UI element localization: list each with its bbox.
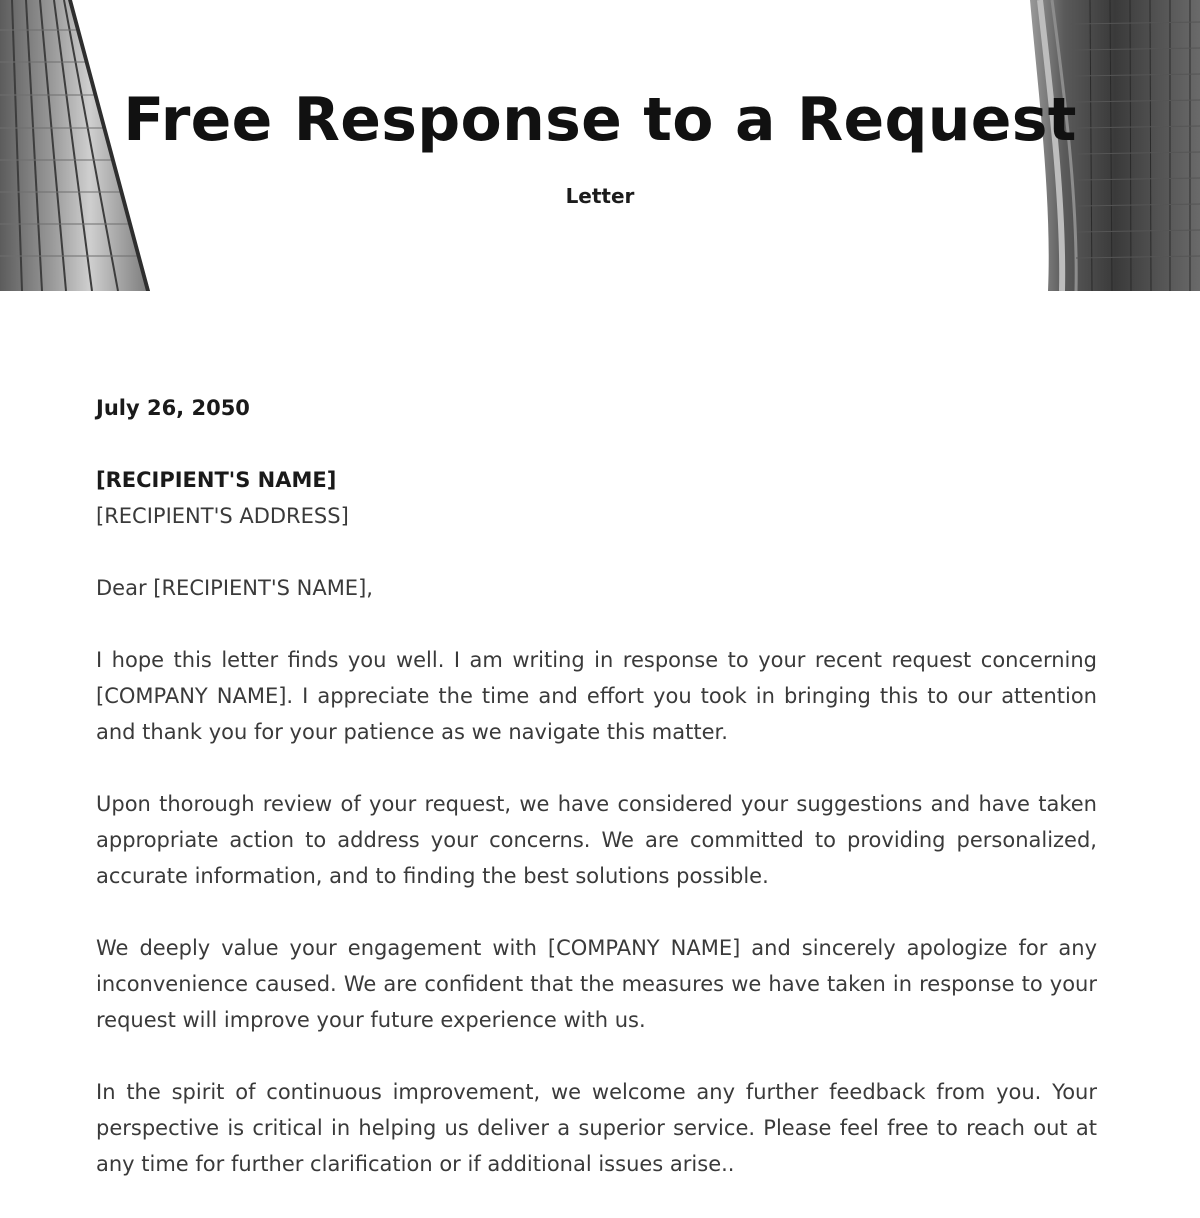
paragraph-1: I hope this letter finds you well. I am writing in response to your recent request concerning [COMPANY NAME]. I appreciate the time and effort you took in bringing this to our attention and thank you for your patience as we navigate this matter. [96,648,1097,744]
recipient-name: [RECIPIENT'S NAME] [96,468,337,492]
letter-date: July 26, 2050 [96,396,250,420]
paragraph-4: In the spirit of continuous improvement, we welcome any further feedback from you. Your perspective is critical in helping us deliver a superior service. Please feel free to reach out at any time for further clarification or if additional issues arise.. [96,1080,1097,1176]
paragraph-2: Upon thorough review of your request, we have considered your suggestions and have taken appropriate action to address your concerns. We are committed to providing personalized, accurate information, and to finding the best solutions possible. [96,792,1097,888]
salutation: Dear [RECIPIENT'S NAME], [96,576,373,600]
paragraph-3: We deeply value your engagement with [COMPANY NAME] and sincerely apologize for any inconvenience caused. We are confident that the measures we have taken in response to your request will improve your future experience with us. [96,936,1097,1032]
document-title: Free Response to a Request [123,85,1077,155]
recipient-address: [RECIPIENT'S ADDRESS] [96,504,349,528]
letter-header [0,0,1200,291]
letter-body [96,390,1097,1218]
document-subtitle: Letter [565,184,635,208]
